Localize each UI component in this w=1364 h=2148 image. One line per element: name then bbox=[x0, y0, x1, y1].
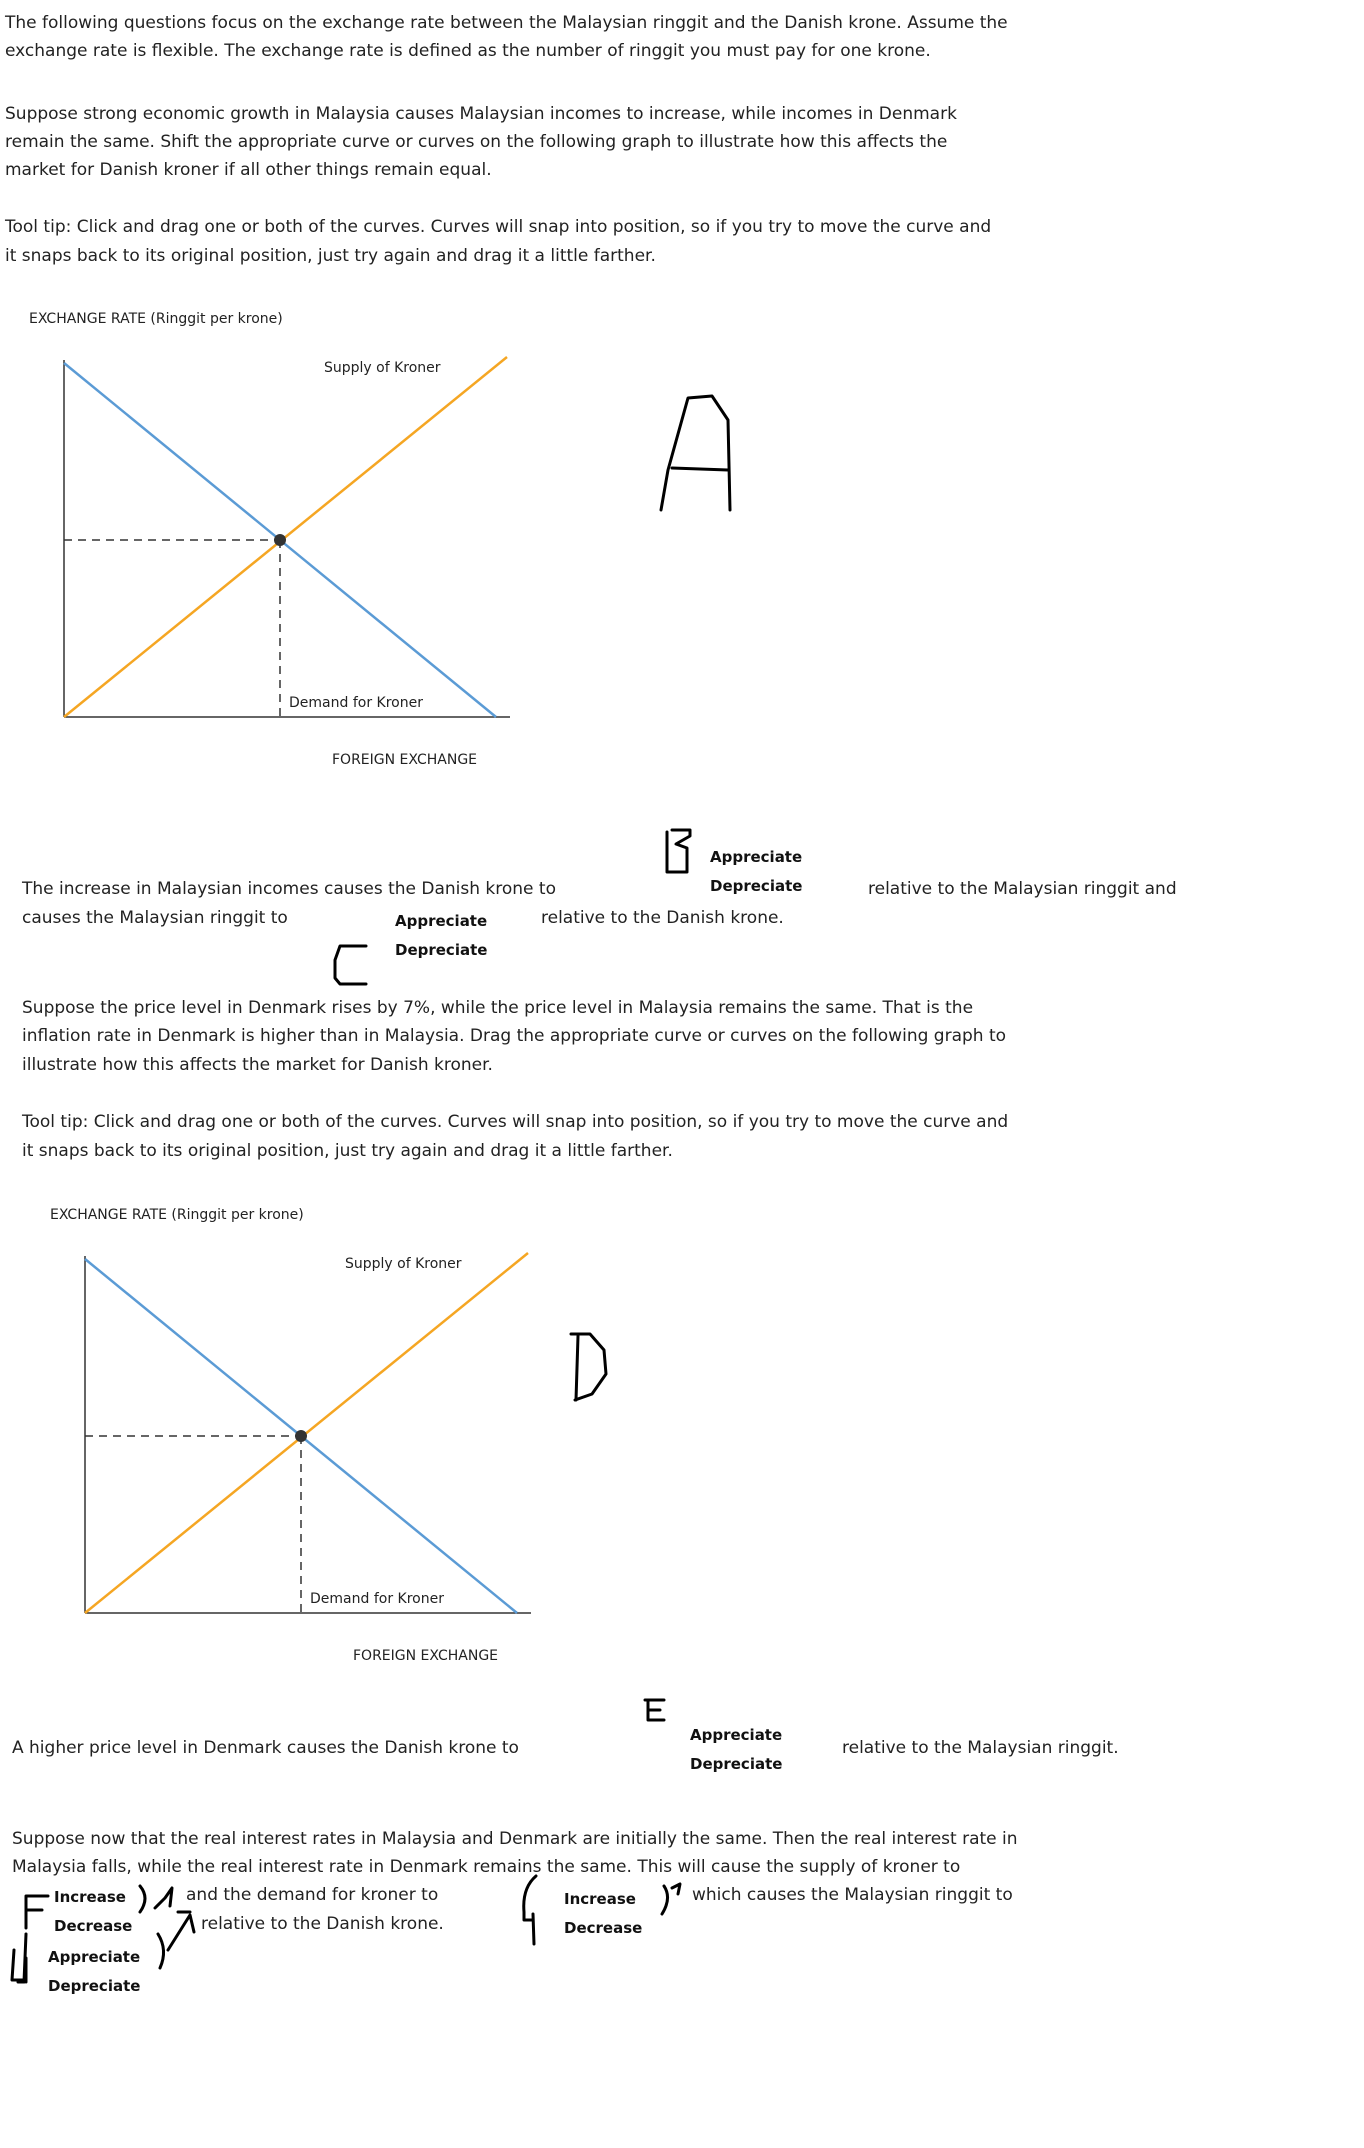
bracket-g bbox=[662, 1884, 680, 1914]
graph2-supply-label: Supply of Kroner bbox=[345, 1256, 462, 1272]
graph1-demand-label: Demand for Kroner bbox=[289, 695, 423, 711]
dropdown-e-option-appreciate[interactable]: Appreciate bbox=[690, 1726, 783, 1744]
graph2-y-axis-label: EXCHANGE RATE (Ringgit per krone) bbox=[50, 1207, 304, 1223]
graph1-x-axis-label: FOREIGN EXCHANGE bbox=[332, 752, 478, 768]
dropdown-g-option-decrease[interactable]: Decrease bbox=[564, 1919, 643, 1937]
q2-prompt: illustrate how this affects the market for Danish kroner. bbox=[22, 1055, 493, 1075]
q1-sentence: relative to the Malaysian ringgit and bbox=[868, 879, 1177, 899]
annotation-g bbox=[524, 1876, 536, 1944]
bracket-h bbox=[158, 1912, 194, 1968]
q1-prompt: remain the same. Shift the appropriate curve or curves on the following graph to illustrate how this affects the bbox=[5, 132, 948, 152]
q2-sentence: A higher price level in Denmark causes the Danish krone to bbox=[12, 1738, 519, 1758]
q1-tooltip: it snaps back to its original position, just try again and drag it a little farther. bbox=[5, 246, 656, 266]
dropdown-b-option-appreciate[interactable]: Appreciate bbox=[710, 848, 803, 866]
dropdown-h-option-appreciate[interactable]: Appreciate bbox=[48, 1948, 141, 1966]
q1-tooltip: Tool tip: Click and drag one or both of the curves. Curves will snap into position, so if you try to move the curve and bbox=[5, 217, 992, 237]
q3-sentence: and the demand for kroner to bbox=[186, 1885, 439, 1905]
q3-prompt: Suppose now that the real interest rates in Malaysia and Denmark are initially the same. Then the real interest rate in bbox=[12, 1829, 1018, 1849]
dropdown-c-option-depreciate[interactable]: Depreciate bbox=[395, 941, 488, 959]
dropdown-e-option-depreciate[interactable]: Depreciate bbox=[690, 1755, 783, 1773]
dropdown-g-option-increase[interactable]: Increase bbox=[564, 1890, 636, 1908]
graph2-x-axis-label: FOREIGN EXCHANGE bbox=[353, 1648, 499, 1664]
intro-text: The following questions focus on the exchange rate between the Malaysian ringgit and the Danish krone. Assume the bbox=[5, 13, 1008, 33]
graph2-demand-label: Demand for Kroner bbox=[310, 1591, 444, 1607]
q2-sentence: relative to the Malaysian ringgit. bbox=[842, 1738, 1119, 1758]
dropdown-f-option-increase[interactable]: Increase bbox=[54, 1888, 126, 1906]
annotation-h bbox=[12, 1934, 26, 1982]
q2-tooltip: Tool tip: Click and drag one or both of the curves. Curves will snap into position, so if you try to move the curve and bbox=[22, 1112, 1009, 1132]
intro-text: exchange rate is flexible. The exchange rate is defined as the number of ringgit you must pay for one krone. bbox=[5, 41, 931, 61]
q3-prompt: Malaysia falls, while the real interest rate in Denmark remains the same. This will cause the supply of kroner to bbox=[12, 1857, 961, 1877]
q1-prompt: Suppose strong economic growth in Malaysia causes Malaysian incomes to increase, while incomes in Denmark bbox=[5, 104, 957, 124]
q2-prompt: inflation rate in Denmark is higher than in Malaysia. Drag the appropriate curve or curves on the following graph to bbox=[22, 1026, 1007, 1046]
dropdown-c-option-appreciate[interactable]: Appreciate bbox=[395, 912, 488, 930]
q3-sentence: which causes the Malaysian ringgit to bbox=[692, 1885, 1013, 1905]
graph1-supply-label: Supply of Kroner bbox=[324, 360, 441, 376]
q1-sentence: causes the Malaysian ringgit to bbox=[22, 908, 288, 928]
dropdown-b-option-depreciate[interactable]: Depreciate bbox=[710, 877, 803, 895]
q2-tooltip: it snaps back to its original position, just try again and drag it a little farther. bbox=[22, 1141, 673, 1161]
q2-prompt: Suppose the price level in Denmark rises by 7%, while the price level in Malaysia remains the same. That is the bbox=[22, 998, 974, 1018]
q1-prompt: market for Danish kroner if all other things remain equal. bbox=[5, 160, 492, 180]
annotation-f bbox=[26, 1896, 48, 1928]
dropdown-f-option-decrease[interactable]: Decrease bbox=[54, 1917, 133, 1935]
q1-sentence: relative to the Danish krone. bbox=[541, 908, 784, 928]
graph1-y-axis-label: EXCHANGE RATE (Ringgit per krone) bbox=[29, 311, 283, 327]
dropdown-h-option-depreciate[interactable]: Depreciate bbox=[48, 1977, 141, 1995]
bracket-f bbox=[140, 1886, 172, 1912]
q1-sentence: The increase in Malaysian incomes causes the Danish krone to bbox=[22, 879, 556, 899]
q3-sentence: relative to the Danish krone. bbox=[201, 1914, 444, 1934]
